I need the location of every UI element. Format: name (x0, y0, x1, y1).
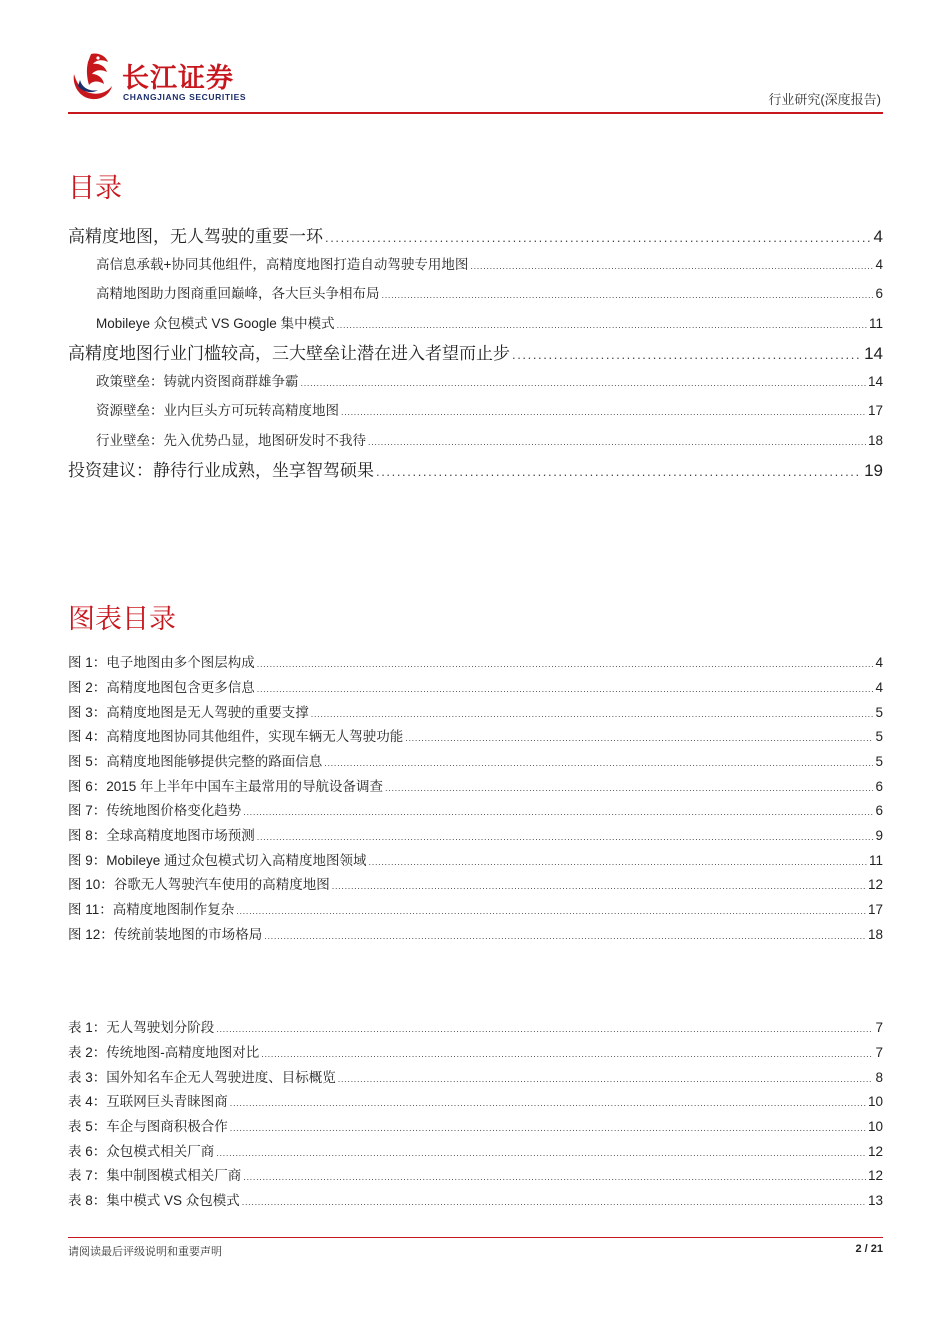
leader-dots (216, 1148, 866, 1158)
leader-dots (332, 881, 866, 891)
leader-dots (512, 347, 862, 362)
table-entry-title: 表 6：众包模式相关厂商 (68, 1144, 215, 1159)
toc-entry-title: 高信息承载+协同其他组件，高精度地图打造自动驾驶专用地图 (96, 257, 469, 272)
figure-entry-title: 图 9：Mobileye 通过众包模式切入高精度地图领域 (68, 853, 367, 868)
figure-entry-page: 18 (867, 927, 883, 942)
figure-entry-page: 6 (875, 803, 883, 818)
toc-entry-page: 17 (867, 403, 883, 418)
toc-entry[interactable] (96, 282, 883, 302)
leader-dots (337, 320, 867, 330)
leader-dots (264, 931, 866, 941)
leader-dots (311, 709, 874, 719)
toc-entry[interactable] (68, 222, 883, 247)
footer-disclaimer: 请阅读最后评级说明和重要声明 (68, 1246, 222, 1258)
toc-entry-title: 高精度地图，无人驾驶的重要一环 (68, 227, 323, 246)
toc-entry-title: Mobileye 众包模式 VS Google 集中模式 (96, 316, 335, 331)
leader-dots (257, 832, 874, 842)
figure-entry-title: 图 6：2015 年上半年中国车主最常用的导航设备调查 (68, 779, 384, 794)
table-entry-title: 表 7：集中制图模式相关厂商 (68, 1168, 242, 1183)
figure-entry[interactable] (68, 701, 883, 721)
figure-entry-title: 图 5：高精度地图能够提供完整的路面信息 (68, 754, 323, 769)
toc-entry-title: 高精地图助力图商重回巅峰，各大巨头争相布局 (96, 286, 380, 301)
figure-entry-title: 图 3：高精度地图是无人驾驶的重要支撑 (68, 705, 309, 720)
leader-dots (261, 1049, 873, 1059)
toc-entry[interactable] (68, 456, 883, 481)
leader-dots (368, 437, 866, 447)
logo-chinese-name: 长江证券 (122, 63, 234, 93)
figure-entry-page: 4 (875, 680, 883, 695)
figure-entry[interactable] (68, 725, 883, 745)
leader-dots (382, 290, 874, 300)
header-divider (68, 112, 883, 114)
figure-entry-page: 5 (875, 705, 883, 720)
figure-entry-page: 11 (868, 853, 883, 868)
table-entry-title: 表 2：传统地图-高精度地图对比 (68, 1045, 260, 1060)
leader-dots (385, 783, 873, 793)
table-entry-title: 表 5：车企与图商积极合作 (68, 1119, 228, 1134)
table-entry[interactable] (68, 1189, 883, 1209)
toc-entry-title: 行业壁垒：先入优势凸显，地图研发时不我待 (96, 433, 366, 448)
toc-entry-page: 19 (864, 461, 883, 480)
figure-entry[interactable] (68, 651, 883, 671)
leader-dots (243, 807, 873, 817)
leader-dots (236, 906, 866, 916)
table-entry[interactable] (68, 1115, 883, 1135)
toc-entry[interactable] (96, 312, 883, 332)
table-entry-page: 7 (875, 1045, 883, 1060)
table-entry-page: 8 (875, 1070, 883, 1085)
table-entry-title: 表 1：无人驾驶划分阶段 (68, 1020, 215, 1035)
table-entry-title: 表 3：国外知名车企无人驾驶进度、目标概览 (68, 1070, 336, 1085)
toc-entry-title: 政策壁垒：铸就内资图商群雄争霸 (96, 374, 299, 389)
report-type-label: 行业研究(深度报告) (768, 92, 881, 107)
toc-entry-page: 11 (868, 316, 883, 331)
figure-entry-title: 图 10：谷歌无人驾驶汽车使用的高精度地图 (68, 877, 330, 892)
toc-entry-title: 高精度地图行业门槛较高，三大壁垒让潜在进入者望而止步 (68, 344, 510, 363)
leader-dots (405, 733, 873, 743)
leader-dots (243, 1172, 866, 1182)
leader-dots (216, 1024, 873, 1034)
leader-dots (325, 230, 872, 245)
toc-entry-page: 14 (867, 374, 883, 389)
figure-entry[interactable] (68, 849, 883, 869)
toc-entry-page: 18 (867, 433, 883, 448)
figure-entry-page: 6 (875, 779, 883, 794)
leader-dots (369, 857, 867, 867)
toc-entry[interactable] (96, 370, 883, 390)
figure-entry[interactable] (68, 873, 883, 893)
table-entry-page: 12 (867, 1168, 883, 1183)
page-header (68, 50, 883, 114)
leader-dots (257, 684, 874, 694)
page-number: 2 / 21 (855, 1243, 883, 1255)
toc-entry-page: 4 (875, 257, 883, 272)
leader-dots (242, 1197, 866, 1207)
phoenix-logo-icon (68, 50, 114, 102)
figure-entry[interactable] (68, 799, 883, 819)
figure-entry-title: 图 2：高精度地图包含更多信息 (68, 680, 255, 695)
figure-entry-page: 4 (875, 655, 883, 670)
table-entry-title: 表 8：集中模式 VS 众包模式 (68, 1193, 240, 1208)
toc-entry[interactable] (68, 339, 883, 364)
table-entry[interactable] (68, 1041, 883, 1061)
table-entry[interactable] (68, 1140, 883, 1160)
table-entry-page: 10 (867, 1119, 883, 1134)
footer-divider (68, 1237, 883, 1238)
figure-entry[interactable] (68, 898, 883, 918)
figure-entry-title: 图 11：高精度地图制作复杂 (68, 902, 235, 917)
logo-english-name: CHANGJIANG SECURITIES (123, 92, 247, 102)
figure-entry[interactable] (68, 676, 883, 696)
toc-entry[interactable] (96, 429, 883, 449)
leader-dots (470, 261, 873, 271)
table-entry[interactable] (68, 1090, 883, 1110)
figure-entry[interactable] (68, 923, 883, 943)
leader-dots (376, 464, 862, 479)
figure-entry-title: 图 8：全球高精度地图市场预测 (68, 828, 255, 843)
leader-dots (324, 758, 873, 768)
figure-entry-page: 5 (875, 729, 883, 744)
table-entry[interactable] (68, 1164, 883, 1184)
figure-entry-title: 图 12：传统前装地图的市场格局 (68, 927, 263, 942)
toc-entry[interactable] (96, 399, 883, 419)
leader-dots (341, 407, 866, 417)
toc-entry[interactable] (96, 253, 883, 273)
leader-dots (230, 1123, 866, 1133)
figure-entry[interactable] (68, 750, 883, 770)
figure-entry-page: 12 (867, 877, 883, 892)
figure-entry-title: 图 4：高精度地图协同其他组件，实现车辆无人驾驶功能 (68, 729, 404, 744)
figure-entry[interactable] (68, 775, 883, 795)
toc-title: 目录 (68, 173, 122, 203)
toc-entry-page: 6 (875, 286, 883, 301)
table-entry-page: 7 (875, 1020, 883, 1035)
leader-dots (301, 378, 866, 388)
table-entry-title: 表 4：互联网巨头青睐图商 (68, 1094, 228, 1109)
table-entry-page: 10 (867, 1094, 883, 1109)
toc-entry-title: 资源壁垒：业内巨头方可玩转高精度地图 (96, 403, 339, 418)
figures-title: 图表目录 (68, 604, 176, 634)
figure-entry-title: 图 7：传统地图价格变化趋势 (68, 803, 242, 818)
table-entry-page: 12 (867, 1144, 883, 1159)
leader-dots (230, 1098, 866, 1108)
figure-entry-page: 9 (875, 828, 883, 843)
toc-entry-page: 14 (864, 344, 883, 363)
figure-entry-page: 5 (875, 754, 883, 769)
table-entry[interactable] (68, 1066, 883, 1086)
toc-entry-title: 投资建议：静待行业成熟，坐享智驾硕果 (68, 461, 374, 480)
figure-entry-title: 图 1：电子地图由多个图层构成 (68, 655, 255, 670)
leader-dots (257, 659, 874, 669)
figure-entry[interactable] (68, 824, 883, 844)
leader-dots (338, 1074, 874, 1084)
toc-entry-page: 4 (873, 227, 883, 246)
table-entry[interactable] (68, 1016, 883, 1036)
figure-entry-page: 17 (867, 902, 883, 917)
table-entry-page: 13 (867, 1193, 883, 1208)
